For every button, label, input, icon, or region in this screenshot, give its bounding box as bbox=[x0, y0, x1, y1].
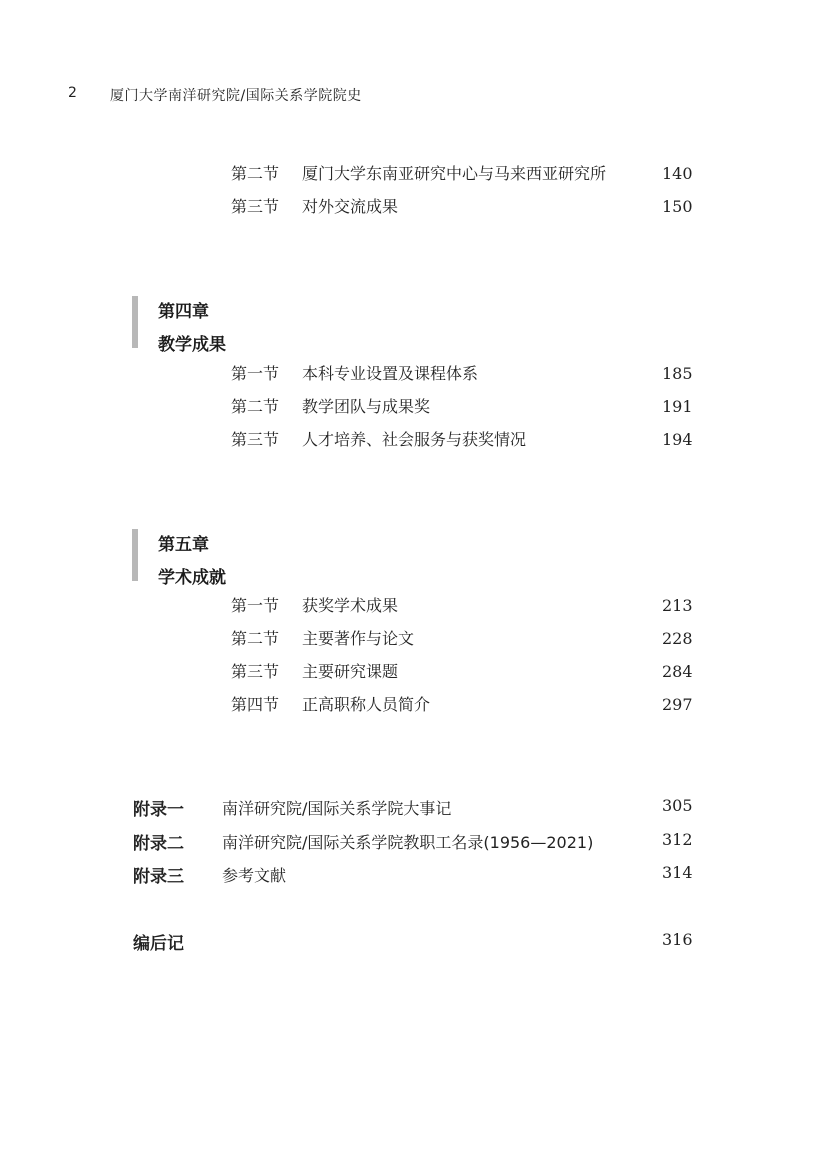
toc-entry[interactable] bbox=[0, 164, 831, 184]
toc-entry[interactable] bbox=[0, 629, 831, 649]
chapter-title[interactable]: 学术成就 bbox=[158, 568, 226, 588]
section-label: 第三节 bbox=[231, 662, 280, 681]
appendix-page: 305 bbox=[662, 796, 693, 815]
section-label: 第四节 bbox=[231, 695, 280, 714]
section-page: 191 bbox=[662, 397, 693, 416]
chapter-marker-bar bbox=[132, 529, 138, 581]
toc-entry[interactable] bbox=[0, 197, 831, 217]
section-label: 第二节 bbox=[231, 629, 280, 648]
section-title: 人才培养、社会服务与获奖情况 bbox=[302, 430, 527, 449]
chapter-marker-bar bbox=[132, 296, 138, 348]
toc-entry[interactable] bbox=[0, 430, 831, 450]
toc-entry[interactable] bbox=[0, 596, 831, 616]
appendix-entry[interactable] bbox=[0, 862, 831, 887]
toc-entry[interactable] bbox=[0, 695, 831, 715]
section-page: 228 bbox=[662, 629, 693, 648]
section-page: 140 bbox=[662, 164, 693, 183]
section-label: 第一节 bbox=[231, 596, 280, 615]
section-title: 主要研究课题 bbox=[302, 662, 399, 681]
section-label: 第一节 bbox=[231, 364, 280, 383]
appendix-title: 南洋研究院/国际关系学院大事记 bbox=[222, 799, 452, 818]
afterword-label: 编后记 bbox=[133, 934, 184, 954]
appendix-page: 312 bbox=[662, 830, 693, 849]
appendix-label: 附录一 bbox=[133, 800, 184, 820]
section-title: 本科专业设置及课程体系 bbox=[302, 364, 479, 383]
appendix-title: 参考文献 bbox=[222, 866, 287, 885]
section-title: 教学团队与成果奖 bbox=[302, 397, 431, 416]
appendix-label: 附录三 bbox=[133, 867, 184, 887]
section-page: 150 bbox=[662, 197, 693, 216]
chapter-number: 第四章 bbox=[158, 302, 209, 322]
appendix-entry[interactable] bbox=[0, 795, 831, 820]
toc-entry[interactable] bbox=[0, 397, 831, 417]
section-label: 第三节 bbox=[231, 430, 280, 449]
chapter-title[interactable]: 教学成果 bbox=[158, 335, 226, 355]
section-page: 194 bbox=[662, 430, 693, 449]
section-label: 第二节 bbox=[231, 164, 280, 183]
appendix-label: 附录二 bbox=[133, 834, 184, 854]
appendix-title: 南洋研究院/国际关系学院教职工名录(1956—2021) bbox=[222, 833, 594, 852]
section-title: 对外交流成果 bbox=[302, 197, 399, 216]
running-title: 厦门大学南洋研究院/国际关系学院院史 bbox=[110, 88, 362, 104]
appendix-page: 314 bbox=[662, 863, 693, 882]
section-page: 297 bbox=[662, 695, 693, 714]
afterword-page: 316 bbox=[662, 930, 693, 949]
section-title: 厦门大学东南亚研究中心与马来西亚研究所 bbox=[302, 164, 607, 183]
section-label: 第三节 bbox=[231, 197, 280, 216]
page-number: 2 bbox=[68, 85, 77, 101]
appendix-entry[interactable] bbox=[0, 829, 831, 854]
section-title: 获奖学术成果 bbox=[302, 596, 399, 615]
section-label: 第二节 bbox=[231, 397, 280, 416]
section-page: 284 bbox=[662, 662, 693, 681]
toc-entry[interactable] bbox=[0, 662, 831, 682]
afterword-entry[interactable] bbox=[0, 929, 831, 954]
section-title: 正高职称人员简介 bbox=[302, 695, 431, 714]
section-title: 主要著作与论文 bbox=[302, 629, 415, 648]
section-page: 185 bbox=[662, 364, 693, 383]
toc-entry[interactable] bbox=[0, 364, 831, 384]
section-page: 213 bbox=[662, 596, 693, 615]
chapter-number: 第五章 bbox=[158, 535, 209, 555]
